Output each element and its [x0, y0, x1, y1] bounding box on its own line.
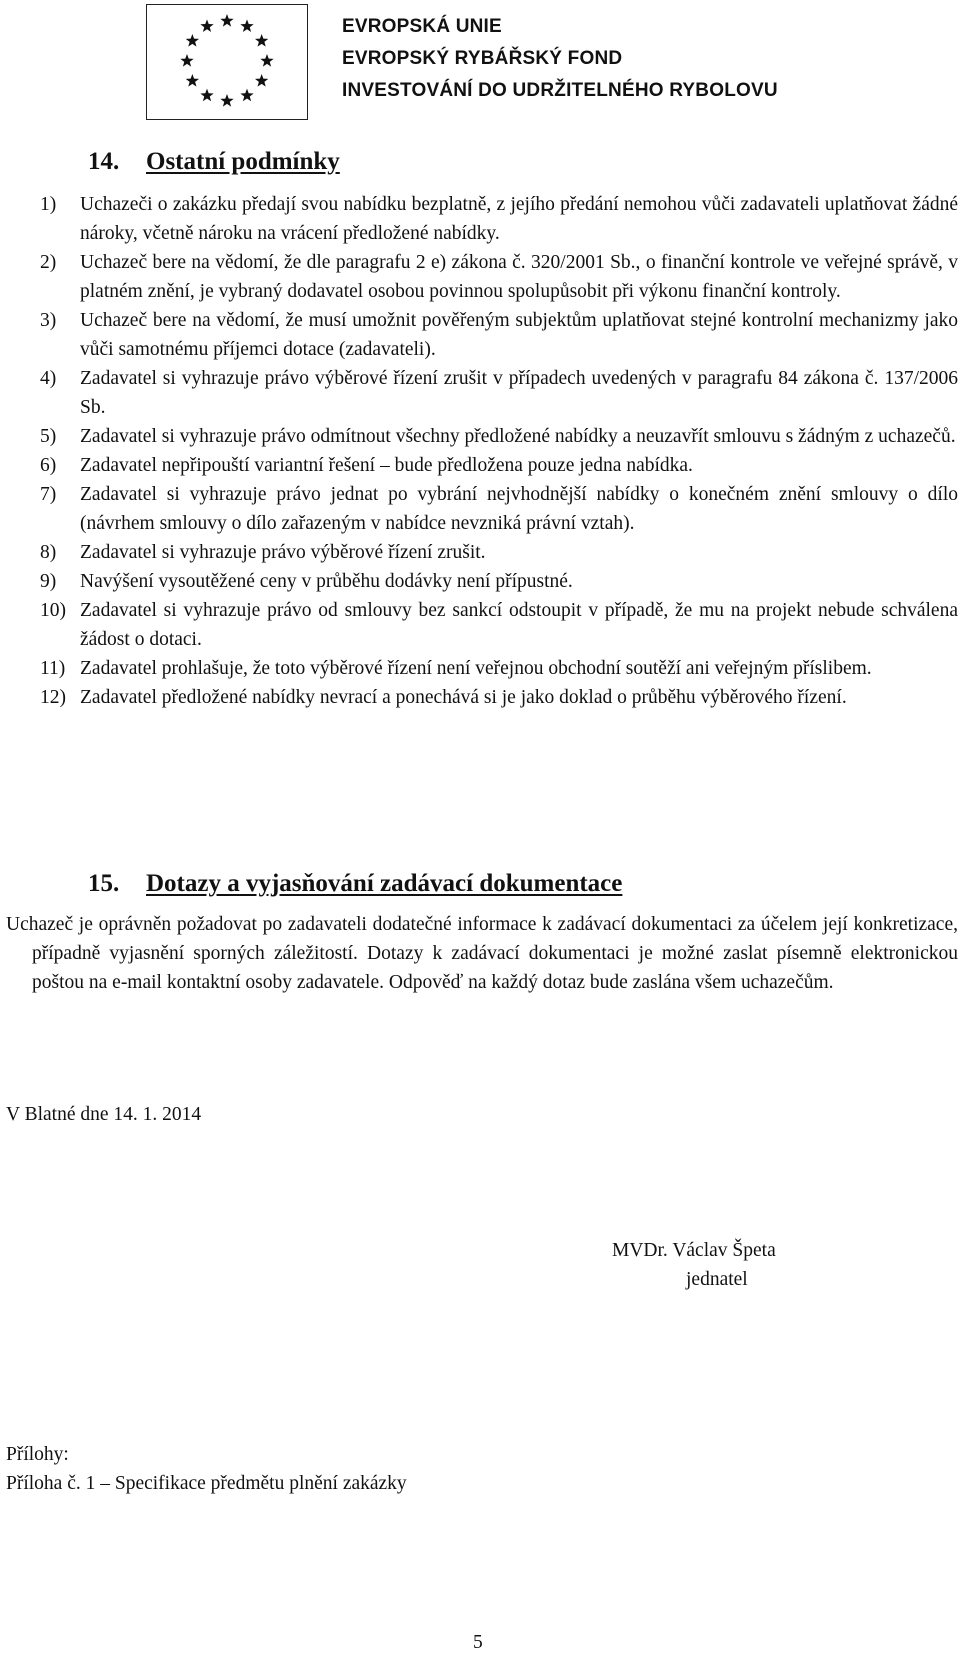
list-item: [40, 451, 958, 480]
list-item: [40, 683, 958, 712]
list-item-text: Uchazeči o zakázku předají svou nabídku bezplatně, z jejího předání nemohou vůči zadavateli uplatňovat žádné nároky, včetně nároku na vrácení předložené nabídky.: [80, 194, 958, 244]
star-icon: [186, 34, 199, 47]
eu-flag-icon: [146, 4, 308, 120]
list-item-text: Zadavatel prohlašuje, že toto výběrové řízení není veřejnou obchodní soutěží ani veřejným příslibem.: [80, 658, 872, 679]
list-item-number: 1): [40, 194, 57, 215]
list-item-number: 11): [40, 658, 66, 679]
header-text: [342, 4, 778, 107]
list-item: [40, 567, 958, 596]
signature-name: MVDr. Václav Špeta: [612, 1240, 776, 1261]
place-date: V Blatné dne 14. 1. 2014: [6, 1104, 202, 1125]
star-icon: [255, 34, 268, 47]
star-icon: [260, 54, 273, 67]
list-item-text: Uchazeč bere na vědomí, že musí umožnit pověřeným subjektům uplatňovat stejné kontrolní mechanizmy jako vůči samotnému příjemci dotace (zadavateli).: [80, 310, 958, 360]
list-item-number: 4): [40, 368, 57, 389]
list-item: [40, 248, 958, 306]
section-14-title: Ostatní podmínky: [146, 148, 340, 175]
list-item-number: 8): [40, 542, 57, 563]
list-item-number: 2): [40, 252, 57, 273]
star-icon: [240, 89, 253, 102]
attachment-item: Příloha č. 1 – Specifikace předmětu plnění zakázky: [6, 1473, 407, 1494]
list-item: [40, 422, 958, 451]
list-item: [40, 596, 958, 654]
eu-stars-icon: [147, 5, 307, 119]
star-icon: [240, 19, 253, 32]
section-15-number: 15.: [88, 870, 120, 897]
list-item-text: Navýšení vysoutěžené ceny v průběhu dodávky není přípustné.: [80, 571, 573, 592]
list-item-text: Zadavatel si vyhrazuje právo od smlouvy bez sankcí odstoupit v případě, že mu na projekt nebude schválena žádost o dotaci.: [80, 600, 958, 650]
star-icon: [220, 14, 233, 27]
list-item-number: 10): [40, 600, 66, 621]
header-line-2: EVROPSKÝ RYBÁŘSKÝ FOND: [342, 48, 623, 69]
star-icon: [200, 89, 213, 102]
list-item-text: Zadavatel si vyhrazuje právo výběrové řízení zrušit.: [80, 542, 486, 563]
list-item-number: 3): [40, 310, 57, 331]
star-icon: [255, 74, 268, 87]
list-item-text: Uchazeč bere na vědomí, že dle paragrafu 2 e) zákona č. 320/2001 Sb., o finanční kontrole ve veřejné správě, v platném znění, je vybraný dodavatel osobou povinnou spolupůsobit při výkonu finanční kontroly.: [80, 252, 958, 302]
signature-role: jednatel: [686, 1269, 748, 1290]
list-item: [40, 306, 958, 364]
document-header: [146, 4, 846, 124]
paragraph-text: Uchazeč je oprávněn požadovat po zadavateli dodatečné informace k zadávací dokumentaci za účelem její konkretizace, případně vyjasnění sporných záležitostí. Dotazy k zadávací dokumentaci je možné zaslat písemně elektronickou poštou na e-mail kontaktní osoby zadavatele. Odpověď na každý dotaz bude zaslána všem uchazečům.: [6, 914, 958, 993]
list-item-text: Zadavatel nepřipouští variantní řešení – bude předložena pouze jedna nabídka.: [80, 455, 693, 476]
section-15-heading: [88, 868, 622, 900]
list-item-number: 12): [40, 687, 66, 708]
star-icon: [200, 19, 213, 32]
list-item: [40, 364, 958, 422]
list-item: [40, 538, 958, 567]
star-icon: [180, 54, 193, 67]
section-15-paragraph: [6, 910, 958, 997]
header-line-3: INVESTOVÁNÍ DO UDRŽITELNÉHO RYBOLOVU: [342, 80, 778, 101]
list-item-number: 7): [40, 484, 57, 505]
list-item-number: 5): [40, 426, 57, 447]
list-item: [40, 190, 958, 248]
section-14-list: [40, 190, 958, 712]
attachments-label: Přílohy:: [6, 1444, 69, 1465]
list-item: [40, 480, 958, 538]
list-item-text: Zadavatel si vyhrazuje právo výběrové řízení zrušit v případech uvedených v paragrafu 84 zákona č. 137/2006 Sb.: [80, 368, 958, 418]
header-line-1: EVROPSKÁ UNIE: [342, 16, 502, 37]
section-14-number: 14.: [88, 148, 120, 175]
list-item: [40, 654, 958, 683]
list-item-number: 9): [40, 571, 57, 592]
list-item-number: 6): [40, 455, 57, 476]
section-15-title: Dotazy a vyjasňování zadávací dokumentace: [146, 870, 623, 897]
page-number: 5: [473, 1632, 483, 1653]
list-item-text: Zadavatel si vyhrazuje právo jednat po vybrání nejvhodnější nabídky o konečném znění smlouvy o dílo (návrhem smlouvy o dílo zařazeným v nabídce nevzniká právní vztah).: [80, 484, 958, 534]
star-icon: [220, 94, 233, 107]
section-14-heading: [88, 146, 340, 178]
list-item-text: Zadavatel předložené nabídky nevrací a ponechává si je jako doklad o průběhu výběrového řízení.: [80, 687, 847, 708]
list-item-text: Zadavatel si vyhrazuje právo odmítnout všechny předložené nabídky a neuzavřít smlouvu s žádným z uchazečů.: [80, 426, 956, 447]
star-icon: [186, 74, 199, 87]
